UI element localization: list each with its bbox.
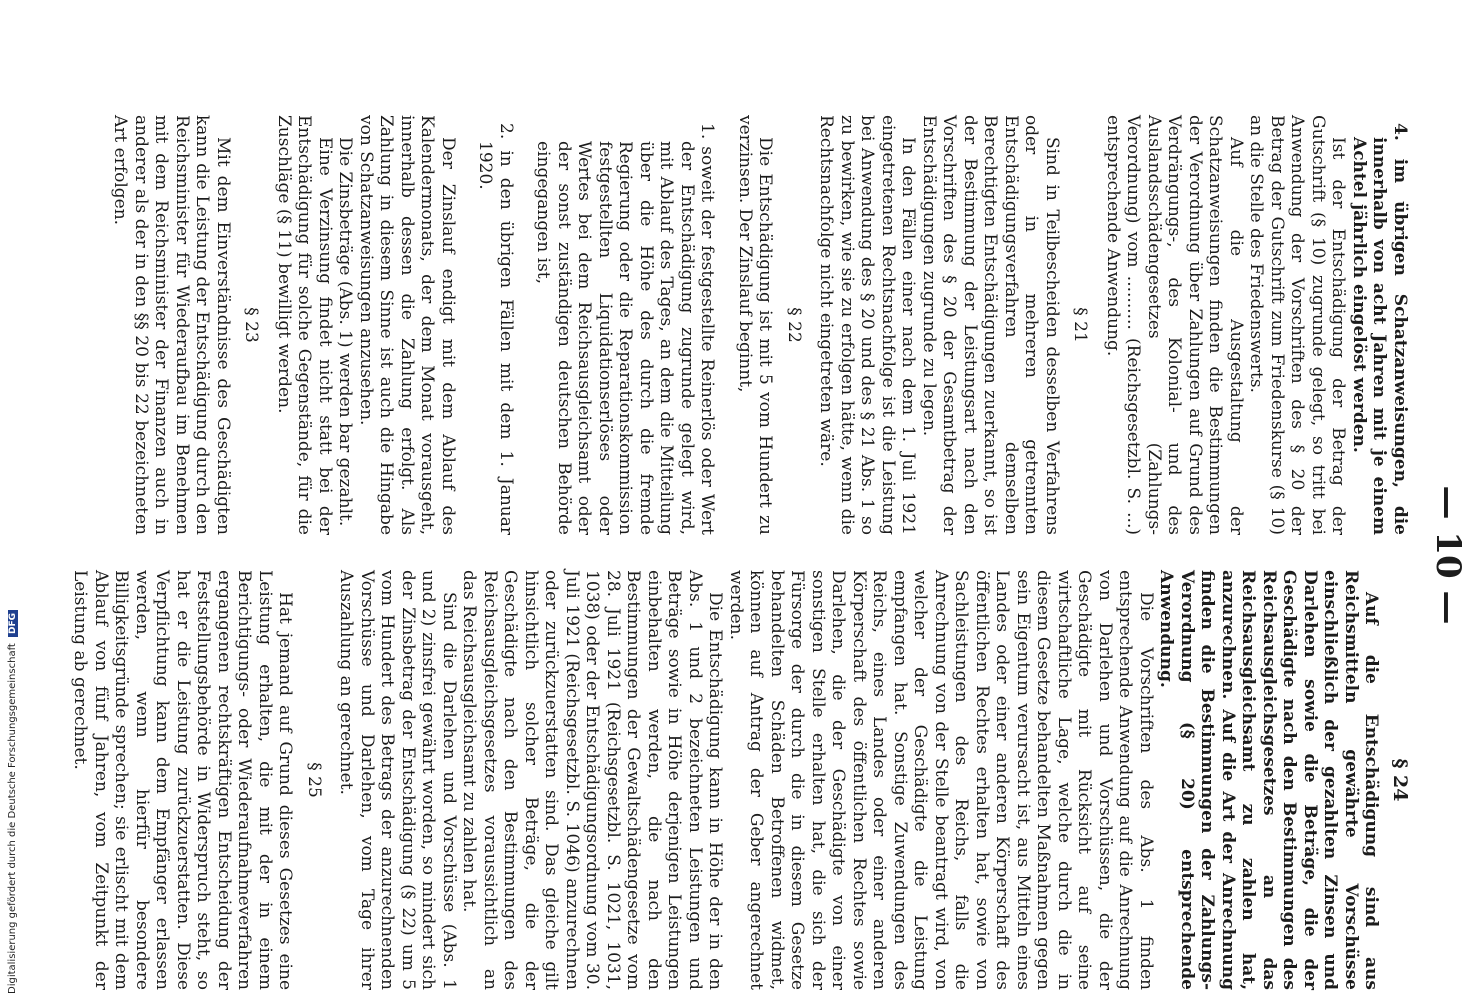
paragraph: Auf die Entschädigung sind aus Reichsmitteln gewährte Vorschüsse einschließlich der gezahlten Zinsen und Darlehen sowie die Beträge, die der Geschädigte nach den Bestimmungen des Reichsausgleichsgesetzes an das Reichsausgleichsamt zu zahlen hat, anzurechnen. Auf die Art der Anrechnung finden die Bestimmungen der Zahlungs-Verordnung (§ 20) entsprechende Anwendung. [1156,570,1382,990]
page-number: — 10 — [1428,485,1468,625]
list-item-2: 2. in den übrigen Fällen mit dem 1. Januar 1920. [475,123,516,535]
digitization-credit-text [7,610,18,994]
dfg-logo-icon: DFG [8,610,18,637]
paragraph: In den Fällen einer nach dem 1. Juli 1921 eingetretenen Rechtsnachfolge ist die Leistung bei Anwendung des § 20 und des § 21 Abs. 1 so zu bewirken, wie sie zu erfolgen hätte, wenn die Rechtsnachfolge nicht eingetreten wäre. [816,115,919,535]
document-page [70,115,1468,995]
paragraph: Eine Verzinsung findet nicht statt bei der Entschädigung für solche Gegenstände, für die Zuschläge (§ 11) bewilligt werden. [274,115,335,535]
paragraph: Die Zinsbeträge (Abs. 1) werden bar gezahlt. [335,137,356,527]
section-heading-23: § 23 [241,307,262,343]
paragraph: Hat jemand auf Grund dieses Gesetzes eine Leistung erhalten, die mit der in einem Berichtigungs- oder Wiederaufnahmeverfahren ergangenen rechtskräftigen Entscheidung der Feststellungsbehörde in Widerspruch steht, so hat er die Leistung zurückzuerstatten. Diese Verpflichtung kann dem Empfänger erlassen werden, wenn hierfür besondere Billigkeitsgründe sprechen; sie erlischt mit dem Ablauf von fünf Jahren, vom Zeitpunkt der Leistung ab gerechnet. [70,570,296,990]
section-heading-25: § 25 [304,762,324,798]
list-item-1: 1. soweit der festgestellte Reinerlös oder Wert der Entschädigung zugrunde gelegt wird, mit Ablauf des Tages, an dem die Mitteilung über die Höhe des durch die fremde Regierung oder die Reparationskommission festgestellten Liquidationserlöses oder Wertes bei dem Reichsausgleichsamt oder der sonst zuständigen deutschen Behörde eingegangen ist, [533,123,718,535]
right-column [70,570,1410,990]
left-column [110,115,1410,535]
paragraph: Die Vorschriften des Abs. 1 finden entsprechende Anwendung auf die Anrechnung von Darlehen und Vorschüssen, die der Geschädigte mit Rücksicht auf seine wirtschaftliche Lage, welche durch die in diesem Gesetze behandelten Maßnahmen gegen sein Eigentum verursacht ist, aus Mitteln eines Landes oder einer anderen Körperschaft des öffentlichen Rechtes erhalten hat, sowie von Sachleistungen des Reichs, falls die Anrechnung von der Stelle beantragt wird, von welcher der Geschädigte die Leistung empfangen hat. Sonstige Zuwendungen des Reichs, eines Landes oder einer anderen Körperschaft des öffentlichen Rechtes sowie Darlehen, die der Geschädigte von einer sonstigen Stelle erhalten hat, die sich der Fürsorge der durch die in diesem Gesetze behandelten Schäden Betroffenen widmet, können auf Antrag der Geber angerechnet werden. [726,570,1156,990]
paragraph: Die Entschädigung kann in Höhe der in den Abs. 1 und 2 bezeichneten Leistungen und Beträge sowie in Höhe derjenigen Leistungen einbehalten werden, die nach den Bestimmungen der Gewaltschädengesetze vom 28. Juli 1921 (Reichsgesetzbl. S. 1021, 1031, 1038) oder der Entschädigungsordnung vom 30. Juli 1921 (Reichsgesetzbl. S. 1046) anzurechnen oder zurückzuerstatten sind. Das gleiche gilt hinsichtlich solcher Beträge, die der Geschädigte nach den Bestimmungen des Reichsausgleichsgesetzes voraussichtlich an das Reichsausgleichsamt zu zahlen hat. [459,570,726,990]
paragraph: Mit dem Einverständnisse des Geschädigten kann die Leistung der Entschädigung durch den Reichsminister für Wiederaufbau im Benehmen mit dem Reichsminister der Finanzen auch in anderer als der in den §§ 20 bis 22 bezeichneten Art erfolgen. [110,115,233,535]
paragraph: Sind in Teilbescheiden desselben Verfahrens oder in mehreren getrennten Entschädigungsverfahren demselben Berechtigten Entschädigungen zuerkannt, so ist der Bestimmung der Leistungsart nach den Vorschriften des § 20 der Gesamtbetrag der Entschädigungen zugrunde zu legen. [919,115,1062,535]
credit-text: Digitalisierung gefördert durch die Deutsche Forschungsgemeinschaft [7,643,18,994]
section-heading-21: § 21 [1070,307,1091,343]
paragraph: Sind die Darlehen und Vorschüsse (Abs. 1 und 2) zinsfrei gewährt worden, so mindert sich der Zinsbetrag der Entschädigung (§ 22) um 5 vom Hundert des Betrags der anzurechnenden Vorschüsse und Darlehen, vom Tage ihrer Auszahlung an gerechnet. [336,570,459,990]
paragraph: Auf die Ausgestaltung der Schatzanweisungen finden die Bestimmungen der Verordnung über Zahlungen auf Grund des Verdrängungs-, des Kolonial- und des Auslandsschädengesetzes (Zahlungs-Verordnung) vom .......... (Reichsgesetzbl. S. ...) entsprechende Anwendung. [1103,115,1246,535]
paragraph: Der Zinslauf endigt mit dem Ablauf des Kalendermonats, der dem Monat vorausgeht, innerhalb dessen die Zahlung erfolgt. Als Zahlung in diesem Sinne ist auch die Hingabe von Schatzanweisungen anzusehen. [356,115,458,535]
digitization-credit [0,0,20,1000]
section-heading-22: § 22 [784,307,804,343]
paragraph: Die Entschädigung ist mit 5 vom Hundert zu verzinsen. Der Zinslauf beginnt, [735,115,776,535]
list-item-4: 4. im übrigen Schatzanweisungen, die innerhalb von acht Jahren mit je einem Achtel jährlich eingelöst werden. [1349,123,1410,535]
paragraph: Ist der Entschädigung der Betrag der Gutschrift (§ 10) zugrunde gelegt, so tritt bei Anwendung der Vorschriften des § 20 der Betrag der Gutschrift zum Friedenskurse (§ 10) an die Stelle des Friedenswerts. [1246,115,1349,535]
section-heading-24: § 24 [1389,758,1411,802]
